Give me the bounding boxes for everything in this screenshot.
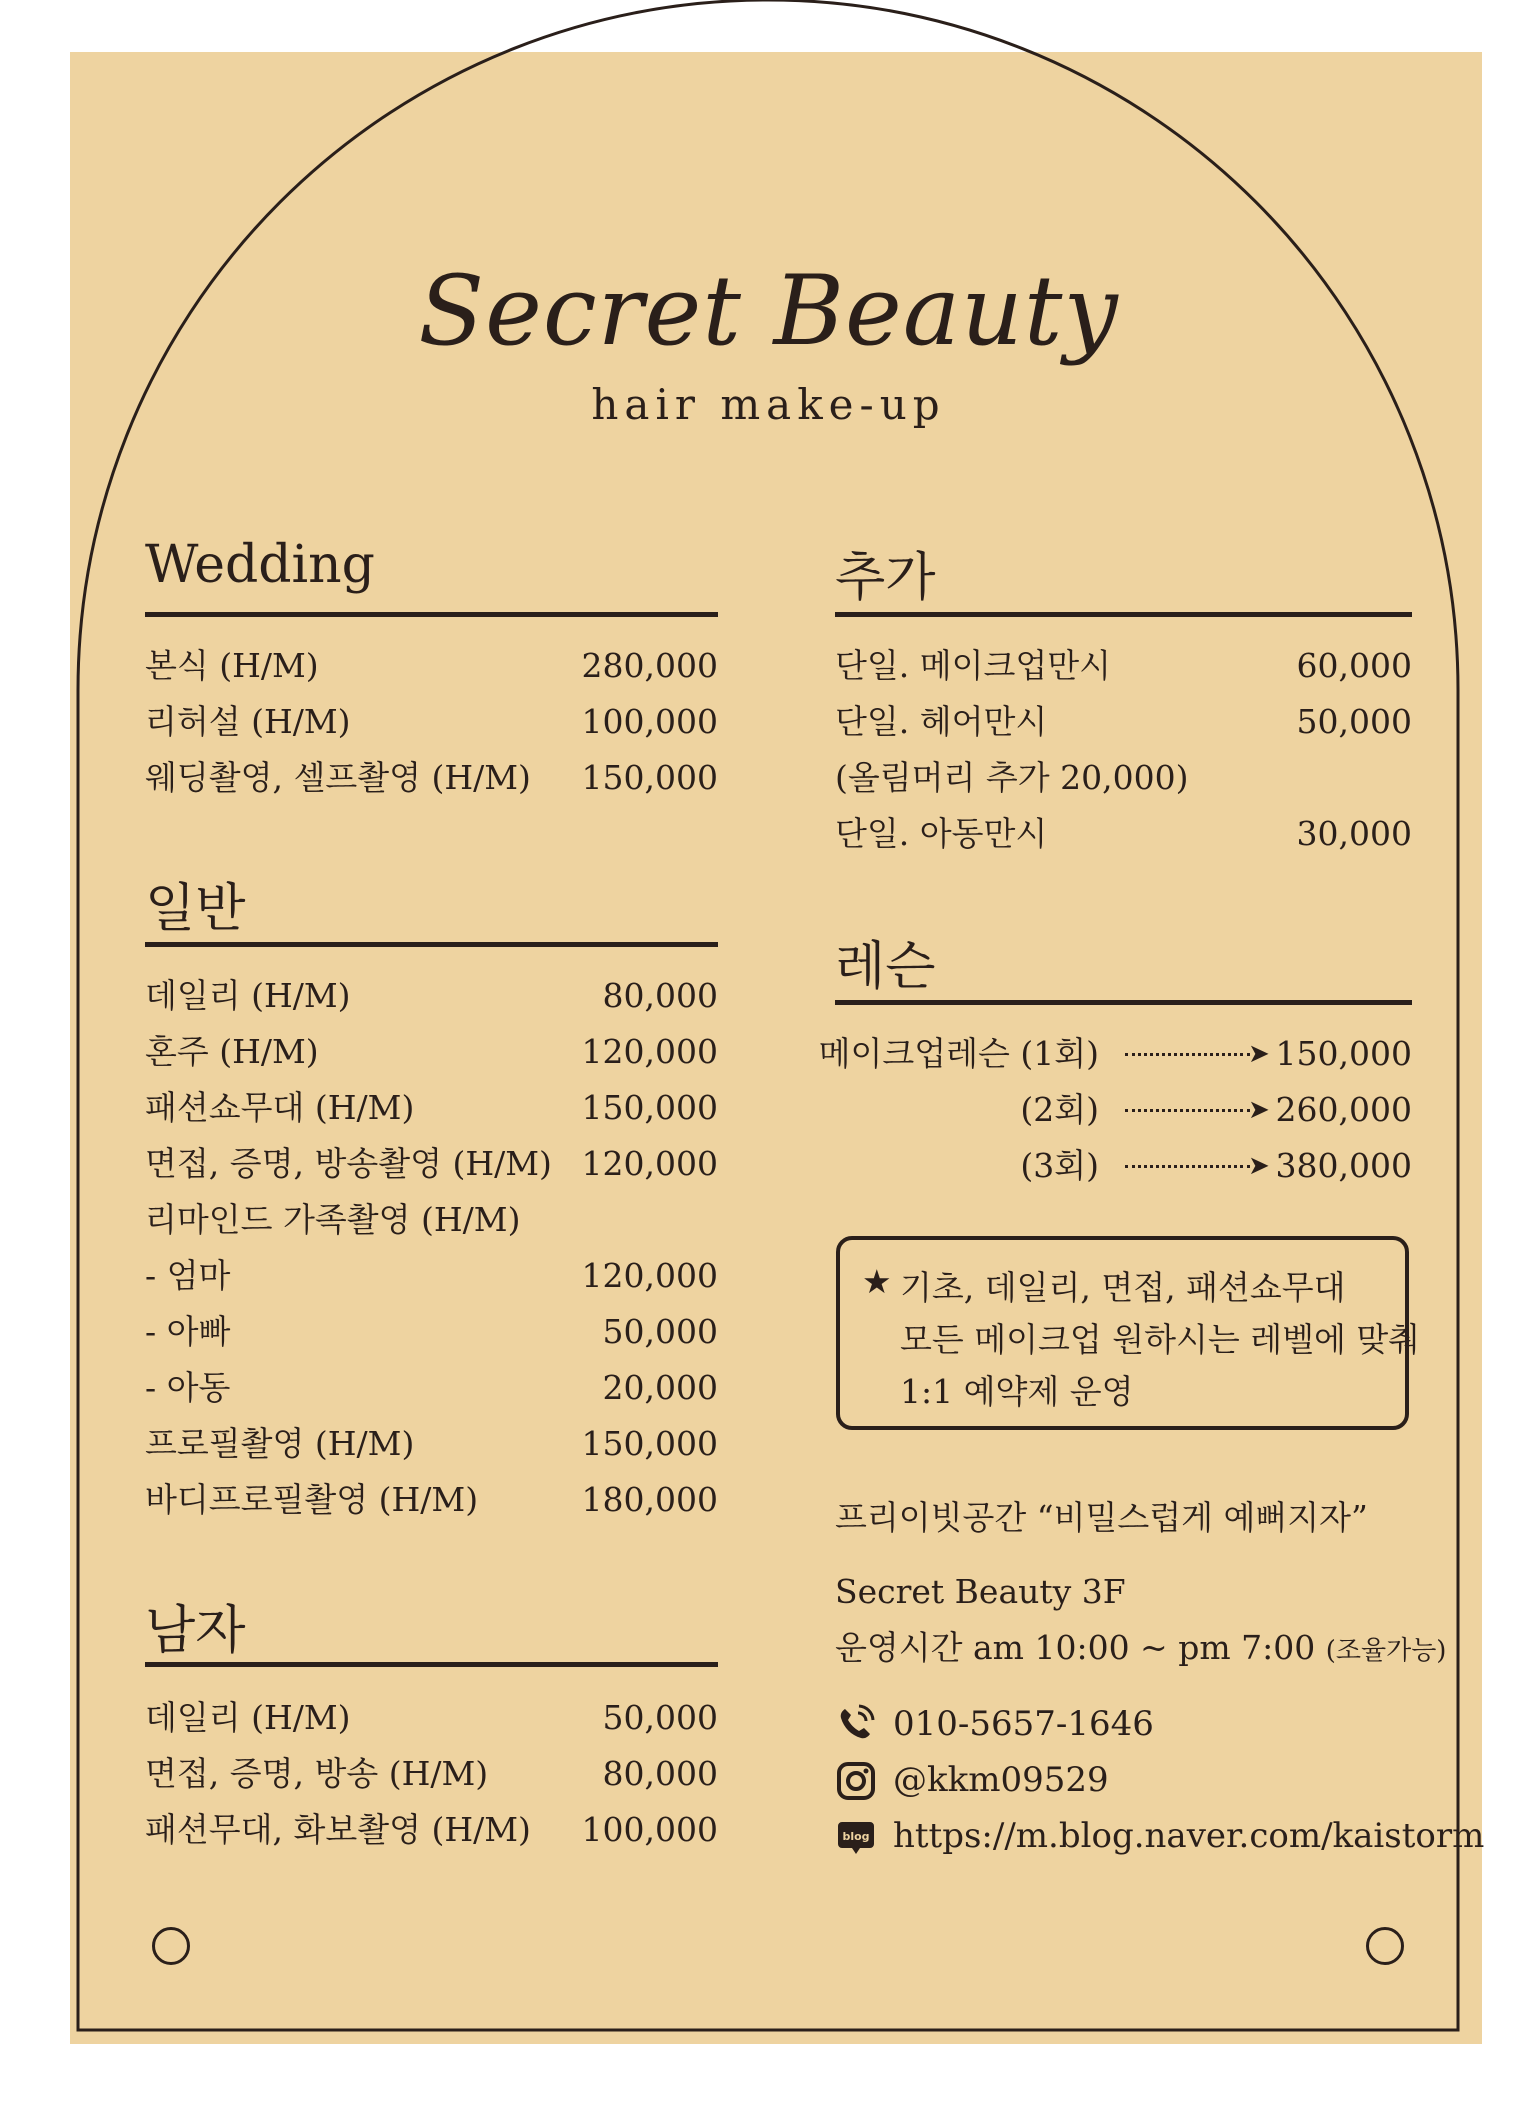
price-row <box>835 758 1412 798</box>
punch-hole-right <box>1366 1927 1404 1965</box>
item-label: (올림머리 추가 20,000) <box>835 758 1189 797</box>
lesson-price: 380,000 <box>1275 1146 1412 1185</box>
item-price: 50,000 <box>602 1698 718 1737</box>
section-title-wedding: Wedding <box>145 535 375 595</box>
item-price: 150,000 <box>581 1088 718 1127</box>
item-price: 100,000 <box>581 1810 718 1849</box>
section-rule <box>145 1662 718 1667</box>
price-row <box>145 1698 718 1738</box>
price-row <box>145 1200 718 1240</box>
price-row <box>145 758 718 798</box>
section-title-general: 일반 <box>145 879 246 939</box>
lesson-row <box>835 1090 1412 1130</box>
brand-name: Secret Beauty <box>418 255 1119 367</box>
section-title-men: 남자 <box>145 1601 246 1661</box>
price-row <box>145 1368 718 1408</box>
note-line: 기초, 데일리, 면접, 패션쇼무대 <box>900 1268 1346 1307</box>
price-row <box>835 646 1412 686</box>
item-label: 리허설 (H/M) <box>145 702 351 741</box>
location-text: Secret Beauty 3F <box>835 1572 1126 1611</box>
private-space-text: 프리이빗공간 “비밀스럽게 예뻐지자” <box>835 1498 1368 1537</box>
item-price: 80,000 <box>602 1754 718 1793</box>
brand-subtitle: hair make-up <box>591 380 946 429</box>
lesson-row <box>835 1146 1412 1186</box>
item-price: 60,000 <box>1296 646 1412 685</box>
section-rule <box>145 612 718 617</box>
price-row <box>145 1480 718 1520</box>
item-price: 100,000 <box>581 702 718 741</box>
phone-icon <box>836 1703 876 1743</box>
lesson-label: 메이크업레슨 (1회) <box>818 1034 1099 1073</box>
dotted-leader <box>1125 1109 1250 1112</box>
item-label: 패션무대, 화보촬영 (H/M) <box>145 1810 531 1849</box>
dotted-leader <box>1125 1165 1250 1168</box>
instagram-icon <box>836 1761 876 1801</box>
item-label: 단일. 헤어만시 <box>835 702 1048 741</box>
item-label: 데일리 (H/M) <box>145 976 351 1015</box>
instagram-link[interactable]: @kkm09529 <box>893 1760 1109 1800</box>
lesson-label: (3회) <box>1020 1146 1099 1185</box>
section-title-lesson: 레슨 <box>835 937 936 997</box>
item-label: 단일. 메이크업만시 <box>835 646 1112 685</box>
price-row <box>145 646 718 686</box>
price-row <box>145 976 718 1016</box>
item-label: 패션쇼무대 (H/M) <box>145 1088 415 1127</box>
item-label: 혼주 (H/M) <box>145 1032 319 1071</box>
price-row <box>145 1256 718 1296</box>
lesson-price: 260,000 <box>1275 1090 1412 1129</box>
lesson-label: (2회) <box>1020 1090 1099 1129</box>
item-label: 웨딩촬영, 셀프촬영 (H/M) <box>145 758 531 797</box>
hours-main: 운영시간 am 10:00 ~ pm 7:00 <box>835 1628 1316 1667</box>
price-row <box>145 1032 718 1072</box>
item-label: 프로필촬영 (H/M) <box>145 1424 415 1463</box>
arrow-icon: ➤ <box>1248 1095 1270 1125</box>
item-price: 30,000 <box>1296 814 1412 853</box>
item-label: 단일. 아동만시 <box>835 814 1048 853</box>
hours-note: (조율가능) <box>1325 1636 1447 1666</box>
item-price: 280,000 <box>581 646 718 685</box>
dotted-leader <box>1125 1053 1250 1056</box>
price-row <box>835 814 1412 854</box>
item-label: 면접, 증명, 방송 (H/M) <box>145 1754 489 1793</box>
phone-link[interactable]: 010-5657-1646 <box>893 1704 1154 1744</box>
item-label: - 엄마 <box>145 1256 231 1295</box>
lesson-price: 150,000 <box>1275 1034 1412 1073</box>
price-row <box>145 1312 718 1352</box>
item-label: 데일리 (H/M) <box>145 1698 351 1737</box>
price-row <box>835 702 1412 742</box>
price-row <box>145 1144 718 1184</box>
price-row <box>145 1754 718 1794</box>
item-price: 120,000 <box>581 1032 718 1071</box>
star-icon: ★ <box>862 1262 892 1301</box>
item-price: 120,000 <box>581 1144 718 1183</box>
item-price: 50,000 <box>1296 702 1412 741</box>
blog-link[interactable]: https://m.blog.naver.com/kaistorm <box>893 1816 1485 1856</box>
lesson-row <box>818 1034 1412 1074</box>
item-price: 120,000 <box>581 1256 718 1295</box>
item-price: 80,000 <box>602 976 718 1015</box>
item-label: - 아빠 <box>145 1312 231 1351</box>
price-row <box>145 702 718 742</box>
item-price: 150,000 <box>581 758 718 797</box>
blog-icon-text: blog <box>842 1830 870 1843</box>
arrow-icon: ➤ <box>1248 1151 1270 1181</box>
price-row <box>145 1088 718 1128</box>
section-rule <box>145 942 718 947</box>
item-label: - 아동 <box>145 1368 231 1407</box>
punch-hole-left <box>152 1927 190 1965</box>
item-label: 바디프로필촬영 (H/M) <box>145 1480 479 1519</box>
item-label: 본식 (H/M) <box>145 646 319 685</box>
item-price: 180,000 <box>581 1480 718 1519</box>
section-rule <box>835 612 1412 617</box>
item-label: 면접, 증명, 방송촬영 (H/M) <box>145 1144 552 1183</box>
item-price: 150,000 <box>581 1424 718 1463</box>
note-line: 1:1 예약제 운영 <box>900 1372 1134 1411</box>
blog-icon <box>836 1818 876 1858</box>
section-title-extra: 추가 <box>835 548 936 608</box>
note-line: 모든 메이크업 원하시는 레벨에 맞춰 <box>900 1320 1421 1359</box>
section-rule <box>835 1000 1412 1005</box>
hours-text <box>835 1622 1446 1669</box>
item-price: 20,000 <box>602 1368 718 1407</box>
item-label: 리마인드 가족촬영 (H/M) <box>145 1200 521 1239</box>
arrow-icon: ➤ <box>1248 1039 1270 1069</box>
item-price: 50,000 <box>602 1312 718 1351</box>
price-row <box>145 1810 718 1850</box>
price-row <box>145 1424 718 1464</box>
